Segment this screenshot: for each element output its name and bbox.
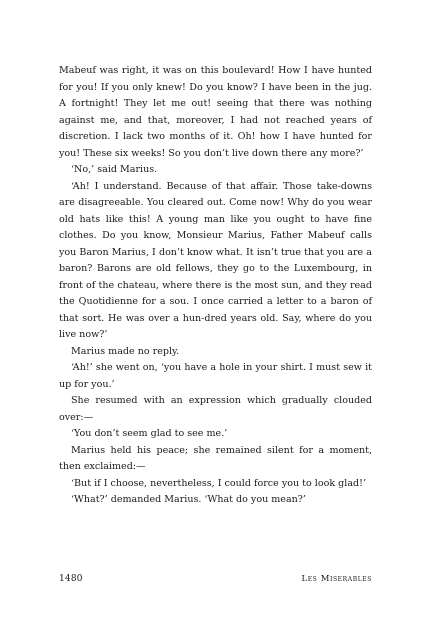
paragraph: ‘What?’ demanded Marius. ‘What do you mean?’ — [71, 494, 306, 505]
body-text — [59, 63, 372, 509]
paragraph: ‘You don’t seem glad to see me.’ — [71, 428, 228, 439]
paragraph: ‘But if I choose, nevertheless, I could force you to look glad!’ — [71, 477, 366, 489]
page-number: 1480 — [59, 574, 83, 584]
paragraph: ‘Ah! I understand. Because of that affair. Those take-downs are disagreeable. You cleared out. Come now! Why do you wear old hats like this! A young man like you ought to have fine clothes. Do you know, Monsieur Marius, Father Mabeuf calls you Baron Marius, I don’t know what. It isn’t true that you are a baron? Barons are old fellows, they go to the Luxembourg, in front of the chateau, where there is the most sun, and they read the Quotidienne for a sou. I once carried a letter to a baron of that sort. He was over a hun-dred years old. Say, where do you live now?’ — [59, 180, 372, 340]
paragraph: She resumed with an expression which gradually clouded over:— — [59, 395, 372, 423]
paragraph: ‘No,’ said Marius. — [71, 164, 158, 175]
paragraph: Marius made no reply. — [71, 345, 180, 357]
paragraph: Mabeuf was right, it was on this boulevard! How I have hunted for you! If you only knew! Do you know? I have been in the jug. A fortnight! They let me out! seeing that there was nothing against me, and that, moreover, I had not reached years of discretion. I lack two months of it. Oh! how I have hunted for you! These six weeks! So you don’t live down there any more?’ — [59, 65, 372, 159]
running-title: Les Miserables — [301, 574, 372, 584]
paragraph: Marius held his peace; she remained silent for a moment, then exclaimed:— — [59, 444, 372, 472]
paragraph: ‘Ah!’ she went on, ‘you have a hole in your shirt. I must sew it up for you.’ — [59, 362, 372, 390]
